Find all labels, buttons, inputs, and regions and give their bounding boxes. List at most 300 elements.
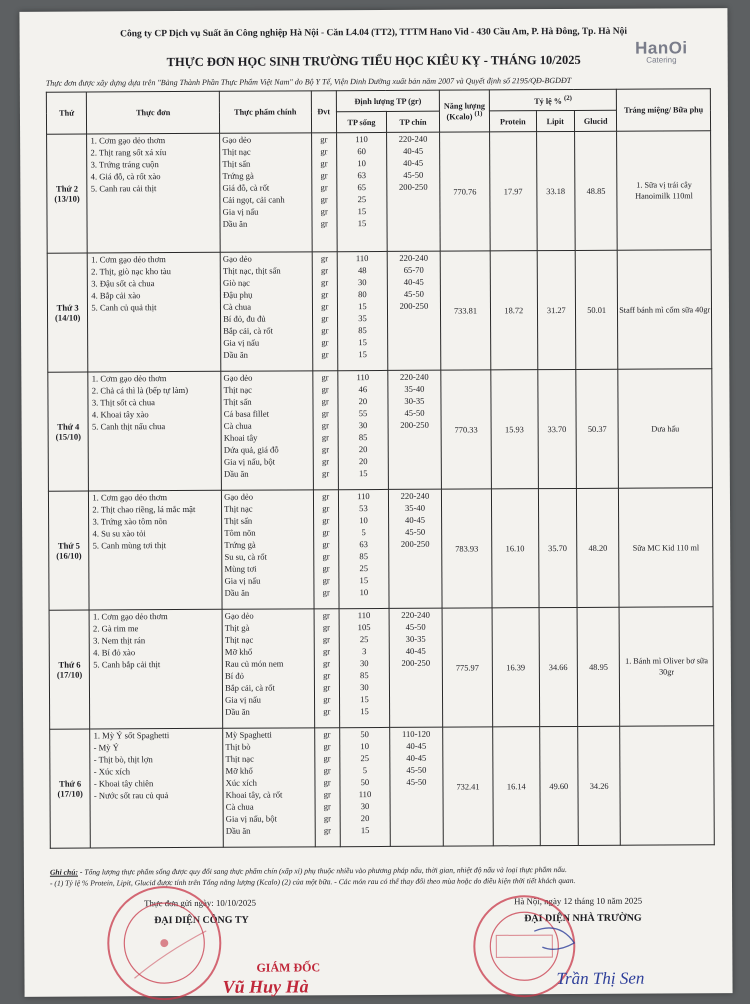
ingredient-cell	[220, 133, 312, 252]
ing-line: Dứa quả, giá đỗ	[223, 444, 279, 455]
ing-line: Dầu ăn	[225, 706, 250, 717]
unit-line: gr	[320, 277, 329, 288]
page-title: THỰC ĐƠN HỌC SINH TRƯỜNG TIỂU HỌC KIÊU KỴ - THÁNG 10/2025	[166, 52, 581, 70]
unit-line: gr	[321, 408, 329, 419]
director-title: GIÁM ĐỐC	[256, 960, 321, 975]
num-line: 40-45	[403, 276, 424, 287]
num-line: 15	[358, 301, 367, 312]
company-header: Công ty CP Dịch vụ Suất ăn Công nghiệp Hà Nội - Căn L4.04 (TT2), TTTM Hano Vid - 430 Cầu Am, P. Hà Đông, Tp. Hà Nội	[120, 26, 627, 40]
num-line: 46	[358, 384, 368, 395]
dish-line: 4. Khoai tây xào	[91, 409, 149, 420]
menu-body	[47, 131, 715, 848]
ing-line: Cải ngọt, cải canh	[222, 194, 285, 205]
glucid-cell: 48.95	[577, 607, 620, 726]
ing-line: Rau củ món nem	[224, 658, 284, 669]
day-date: (16/10)	[56, 550, 82, 561]
tp-song-cell	[340, 727, 391, 846]
ing-line: Khoai tây	[223, 432, 258, 443]
ing-line: Mỡ khổ	[225, 765, 253, 776]
day-label: Thứ 3	[56, 302, 79, 313]
num-line: 50	[360, 729, 369, 740]
num-line: 50	[360, 777, 370, 788]
unit-line: gr	[321, 349, 329, 360]
unit-line: gr	[320, 206, 328, 217]
ing-line: Tôm nõn	[224, 527, 256, 538]
dish-line: 5. Canh mùng tơi thịt	[92, 540, 167, 551]
num-line: 15	[358, 468, 368, 479]
dish-line: 3. Nem thịt rán	[93, 635, 146, 646]
sign-date: Hà Nội, ngày 12 tháng 10 năm 2025	[514, 895, 643, 907]
ing-line: Thịt nạc	[223, 384, 252, 395]
dish-line: 3. Đậu sốt cà chua	[91, 278, 155, 289]
day-cell	[48, 491, 89, 610]
unit-line: gr	[323, 765, 331, 776]
dish-line: - Thịt bò, thịt lợn	[93, 754, 153, 765]
ing-line: Dầu ăn	[222, 218, 248, 229]
unit-cell	[311, 133, 337, 252]
protein-cell: 16.14	[493, 727, 540, 846]
dish-line: 4. Bí đỏ xào	[93, 647, 136, 658]
dish-line: - Xúc xích	[93, 766, 131, 777]
ing-line: Thịt sấn	[224, 515, 253, 526]
header-tp-chin: TP chín	[386, 111, 439, 132]
num-line: 40-45	[406, 752, 427, 763]
unit-cell	[314, 728, 340, 847]
note-label: Ghi chú:	[49, 867, 79, 877]
document-sheet	[19, 8, 732, 997]
num-line: 60	[357, 146, 366, 157]
dish-line: 2. Gà rim me	[92, 623, 139, 634]
unit-line: gr	[321, 432, 330, 443]
day-label: Thứ 6	[59, 778, 82, 789]
logo-name: HanOi	[635, 38, 688, 58]
dish-line: 1. Cơm gạo dẻo thơm	[91, 373, 167, 384]
unit-line: gr	[321, 289, 329, 300]
unit-line: gr	[323, 682, 331, 693]
protein-cell: 15.93	[491, 370, 538, 489]
num-line: 25	[359, 563, 369, 574]
note-text-1: - Tổng lượng thực phẩm sống được quy đổi sang thực phẩm chín (xấp xỉ) phụ thuộc nhiều vào phương pháp nấu, thời gian, nhiệt độ nấu và loại thực phẩm nấu.	[79, 865, 567, 877]
header-protein: Protein	[489, 111, 536, 132]
dessert-cell: Dưa hấu	[618, 369, 712, 488]
unit-line: gr	[323, 777, 331, 788]
header-nang-luong-sup: (1)	[474, 110, 483, 118]
tp-chin-cell	[389, 608, 443, 727]
num-line: 5	[361, 527, 366, 538]
ing-line: Su su, cà rốt	[224, 551, 267, 562]
day-cell	[47, 253, 88, 372]
num-line: 30	[357, 277, 367, 288]
unit-line: gr	[322, 634, 331, 645]
dish-line: 3. Thịt sốt cà chua	[91, 397, 155, 408]
ing-line: Mùng tơi	[224, 563, 257, 574]
tp-chin-cell	[390, 727, 444, 846]
ing-line: Thịt nạc	[225, 753, 254, 764]
ing-line: Thịt sấn	[223, 396, 252, 407]
tp-song-cell	[338, 370, 389, 489]
ing-line: Gia vị nấu	[224, 575, 261, 586]
ing-line: Thịt sấn	[222, 158, 251, 169]
num-line: 53	[359, 503, 368, 514]
ing-line: Trứng gà	[222, 170, 254, 181]
num-line: 30	[360, 682, 369, 693]
dessert-cell: Staff bánh mì cốm sữa 40gr	[618, 250, 712, 369]
ing-line: Bắp cải, cà rốt	[223, 325, 273, 336]
lipit-cell: 49.60	[539, 726, 578, 845]
num-line: 25	[359, 634, 369, 645]
lipit-cell: 31.27	[537, 250, 576, 369]
ing-line: Gia vị nấu	[225, 694, 262, 705]
school-representative: ĐẠI DIỆN NHÀ TRƯỜNG	[524, 912, 642, 925]
day-cell	[48, 372, 89, 491]
num-line: 15	[360, 694, 369, 705]
ing-line: Gia vị nấu, bột	[223, 456, 276, 467]
num-line: 55	[358, 408, 368, 419]
ing-line: Cà chua	[223, 301, 252, 312]
ing-line: Giá đỗ, cà rốt	[222, 182, 270, 193]
num-line: 45-50	[405, 526, 426, 537]
day-date: (14/10)	[55, 312, 81, 323]
unit-line: gr	[321, 372, 329, 383]
num-line: 200-250	[399, 300, 429, 311]
energy-cell: 733.81	[440, 251, 491, 370]
unit-line: gr	[322, 575, 330, 586]
num-line: 40-45	[406, 740, 427, 751]
unit-line: gr	[322, 539, 330, 550]
unit-cell	[312, 371, 338, 490]
dish-cell	[90, 728, 223, 848]
dish-line: 1. Cơm gạo dẻo thơm	[92, 492, 168, 503]
num-line: 40-45	[405, 645, 426, 656]
ing-line: Bắp cải, cà rốt	[225, 682, 275, 693]
num-line: 85	[358, 325, 367, 336]
ing-line: Gạo dẻo	[223, 372, 253, 383]
ing-line: Bí đỏ	[225, 670, 244, 681]
tp-song-cell	[337, 132, 388, 251]
num-line: 40-45	[405, 514, 426, 525]
dish-line: 5. Canh rau cải thịt	[90, 183, 157, 194]
num-line: 200-250	[401, 657, 431, 668]
unit-line: gr	[323, 825, 332, 836]
glucid-cell: 48.85	[574, 131, 617, 250]
unit-line: gr	[323, 706, 331, 717]
num-line: 10	[359, 587, 369, 598]
unit-line: gr	[321, 396, 329, 407]
unit-line: gr	[323, 729, 331, 740]
num-line: 110	[357, 491, 370, 502]
protein-cell: 17.97	[490, 132, 537, 251]
ingredient-cell	[222, 490, 314, 609]
dish-line: 1. Mỳ Ý sốt Spaghetti	[93, 730, 170, 741]
num-line: 20	[358, 444, 368, 455]
ing-line: Dầu ăn	[223, 468, 249, 479]
unit-line: gr	[322, 587, 330, 598]
unit-cell	[314, 609, 340, 728]
ing-line: Xúc xích	[225, 777, 257, 788]
ing-line: Bí đỏ, đu đủ	[223, 313, 266, 324]
menu-table	[46, 88, 715, 848]
num-line: 220-240	[401, 609, 430, 620]
page-subtitle: Thực đơn được xây dựng dựa trên "Bảng Thành Phần Thực Phẩm Việt Nam" do Bộ Y Tế, Viện Dinh Dưỡng xuất bản năm 2007 và Quyết định số 2195/QĐ-BGDĐT	[45, 75, 572, 88]
ing-line: Dầu ăn	[224, 587, 250, 598]
tp-song-cell	[337, 251, 388, 370]
unit-cell	[313, 490, 339, 609]
unit-line: gr	[320, 146, 328, 157]
num-line: 85	[360, 670, 369, 681]
num-line: 110	[355, 253, 369, 264]
num-line: 10	[359, 515, 368, 526]
unit-line: gr	[321, 456, 330, 467]
note-text-2: - (1) Tỷ lệ % Protein, Lipit, Glucid được tính trên Tổng năng lượng (Kcalo) (2) của một bữa. - Các món rau có thể thay đổi theo mùa hoặc do điều kiện thời tiết khách quan.	[49, 875, 576, 888]
day-label: Thứ 2	[55, 183, 79, 194]
num-line: 63	[357, 170, 367, 181]
header-ty-le	[489, 89, 617, 111]
header-glucid: Glucid	[574, 110, 617, 131]
protein-cell: 16.10	[491, 489, 538, 608]
ing-line: Thịt nạc	[222, 146, 251, 157]
unit-line: gr	[322, 551, 330, 562]
lipit-cell: 35.70	[538, 488, 577, 607]
num-line: 40-45	[403, 145, 424, 156]
glucid-cell: 50.01	[575, 250, 618, 369]
ing-line: Dầu ăn	[223, 349, 248, 360]
ing-line: Thịt bò	[225, 741, 251, 752]
header-nang-luong	[439, 90, 489, 132]
unit-line: gr	[323, 741, 331, 752]
ingredient-cell	[223, 728, 315, 847]
unit-line: gr	[320, 253, 329, 264]
header-tp-song: TP sống	[336, 111, 386, 132]
header-ty-le-text: Tỷ lệ %	[534, 96, 562, 106]
menu-row	[48, 488, 713, 610]
num-line: 105	[357, 622, 371, 633]
menu-row	[49, 607, 714, 729]
protein-cell: 18.72	[490, 251, 537, 370]
ing-line: Mỡ khổ	[224, 646, 253, 657]
menu-row	[47, 131, 712, 253]
day-label: Thứ 4	[57, 421, 80, 432]
num-line: 40-45	[403, 157, 424, 168]
company-stamp	[94, 883, 235, 1004]
num-line: 200-250	[398, 181, 428, 192]
num-line: 110	[355, 134, 368, 145]
day-cell	[47, 134, 88, 253]
num-line: 20	[358, 456, 368, 467]
unit-line: gr	[323, 789, 331, 800]
num-line: 45-50	[406, 776, 427, 787]
dish-line: 2. Thịt chao riềng, lá mắc mật	[92, 503, 196, 515]
unit-line: gr	[320, 265, 329, 276]
unit-line: gr	[322, 622, 331, 633]
ing-line: Cà chua	[225, 801, 254, 812]
day-label: Thứ 6	[58, 659, 81, 670]
unit-line: gr	[321, 420, 329, 431]
day-date: (13/10)	[54, 193, 80, 204]
ing-line: Cá basa fillet	[223, 408, 270, 419]
ing-line: Gạo dẻo	[224, 610, 254, 621]
day-cell	[50, 729, 91, 848]
header-thu: Thứ	[46, 92, 87, 134]
ingredient-cell	[222, 609, 314, 728]
ing-line: Dầu ăn	[225, 825, 251, 836]
principal-name: Trần Thị Sen	[556, 968, 645, 989]
tp-chin-cell	[386, 132, 440, 251]
dish-line: 4. Su su xào tỏi	[92, 528, 146, 539]
num-line: 35	[358, 313, 367, 324]
energy-cell: 783.93	[441, 489, 492, 608]
num-line: 85	[358, 432, 368, 443]
num-line: 45-50	[403, 169, 424, 180]
header-nang-luong-text: Năng lượng (Kcalo)	[443, 101, 485, 121]
num-line: 3	[362, 646, 367, 657]
dish-line: 5. Canh củ quả thịt	[91, 302, 157, 313]
num-line: 110-120	[401, 728, 431, 739]
ingredient-cell	[221, 371, 313, 490]
ing-line: Thịt nạc	[224, 503, 253, 514]
unit-line: gr	[321, 301, 329, 312]
num-line: 30	[359, 658, 369, 669]
num-line: 30	[360, 801, 370, 812]
day-date: (17/10)	[56, 669, 83, 680]
glucid-cell: 48.20	[576, 488, 619, 607]
num-line: 25	[360, 753, 370, 764]
ing-line: Mỳ Spaghetti	[225, 729, 272, 740]
energy-cell: 732.41	[443, 727, 494, 846]
header-thuc-don: Thực đơn	[87, 91, 220, 134]
ing-line: Khoai tây, cà rốt	[225, 789, 283, 800]
unit-line: gr	[323, 753, 331, 764]
dish-cell	[89, 490, 222, 610]
dish-line: 2. Chả cá thì là (bếp tự làm)	[91, 384, 189, 396]
tp-chin-cell	[388, 370, 442, 489]
unit-line: gr	[322, 563, 330, 574]
ing-line: Thịt nạc	[224, 634, 254, 645]
dish-line: 3. Trứng tráng cuộn	[90, 159, 159, 170]
header-lipit: Lipit	[536, 110, 574, 131]
ing-line: Thịt gà	[224, 622, 250, 633]
dish-cell	[88, 252, 221, 372]
num-line: 30	[358, 420, 368, 431]
unit-line: gr	[322, 610, 330, 621]
ingredient-cell	[220, 252, 312, 371]
num-line: 15	[358, 349, 367, 360]
num-line: 5	[362, 765, 368, 776]
header-trang-mieng: Tráng miệng/ Bữa phụ	[617, 89, 711, 131]
day-label: Thứ 5	[57, 540, 80, 551]
num-line: 220-240	[398, 133, 428, 144]
num-line: 15	[360, 825, 370, 836]
num-line: 45-50	[404, 407, 425, 418]
day-date: (17/10)	[57, 788, 83, 799]
num-line: 220-240	[399, 252, 429, 263]
ing-line: Gạo dẻo	[224, 491, 254, 502]
num-line: 65	[357, 182, 367, 193]
num-line: 65-70	[403, 264, 424, 275]
num-line: 20	[358, 396, 368, 407]
unit-line: gr	[322, 658, 331, 669]
dish-line: 1. Cơm gạo dẻo thơm	[90, 135, 166, 146]
unit-cell	[312, 252, 338, 371]
dish-line: 4. Bắp cải xào	[91, 290, 141, 301]
dish-line: 3. Trứng xào tôm nõn	[92, 516, 168, 527]
num-line: 200-250	[400, 419, 429, 430]
unit-line: gr	[320, 194, 328, 205]
energy-cell: 775.97	[442, 608, 493, 727]
unit-line: gr	[321, 337, 329, 348]
lipit-cell: 34.66	[539, 607, 578, 726]
ing-line: Đậu phụ	[223, 289, 253, 300]
dish-line: - Mỳ Ý	[93, 742, 119, 753]
header-thuc-pham: Thực phẩm chính	[219, 91, 311, 133]
dessert-cell: 1. Bánh mì Oliver bơ sữa 30gr	[619, 607, 713, 726]
num-line: 220-240	[399, 371, 429, 382]
sent-date: Thực đơn gửi ngày: 10/10/2025	[144, 897, 257, 909]
ing-line: Gạo dẻo	[222, 134, 252, 145]
unit-line: gr	[322, 527, 330, 538]
num-line: 110	[357, 610, 371, 621]
header-dvt: Đvt	[311, 91, 337, 133]
num-line: 35-40	[404, 383, 425, 394]
dish-line: 5. Canh thịt nấu chua	[91, 421, 166, 432]
num-line: 15	[358, 337, 367, 348]
menu-row	[48, 369, 713, 491]
dessert-cell	[620, 726, 714, 845]
energy-cell: 770.76	[440, 132, 491, 251]
ing-line: Gia vị nấu	[223, 337, 260, 348]
dish-cell	[88, 371, 221, 491]
dish-line: 1. Cơm gạo dẻo thơm	[91, 254, 166, 265]
dish-line: - Khoai tây chiên	[93, 778, 154, 789]
num-line: 30-35	[404, 395, 425, 406]
unit-line: gr	[321, 444, 330, 455]
ing-line: Trứng gà	[224, 539, 256, 550]
lipit-cell: 33.70	[537, 369, 576, 488]
menu-row	[50, 726, 715, 848]
ing-line: Giò nạc	[222, 277, 250, 288]
num-line: 110	[356, 372, 370, 383]
dish-line: 1. Cơm gạo dẻo thơm	[92, 611, 168, 622]
company-representative: ĐẠI DIỆN CÔNG TY	[154, 914, 249, 927]
num-line: 20	[360, 813, 370, 824]
unit-line: gr	[320, 182, 328, 193]
num-line: 80	[358, 289, 367, 300]
energy-cell: 770.33	[441, 370, 492, 489]
tp-chin-cell	[387, 251, 441, 370]
dish-cell	[89, 609, 222, 729]
unit-line: gr	[321, 313, 329, 324]
num-line: 45-50	[403, 288, 424, 299]
unit-line: gr	[322, 646, 331, 657]
unit-line: gr	[321, 325, 329, 336]
dessert-cell: Sữa MC Kid 110 ml	[619, 488, 713, 607]
day-cell	[49, 610, 90, 729]
unit-line: gr	[323, 801, 331, 812]
menu-row	[47, 250, 712, 372]
glucid-cell: 34.26	[578, 726, 621, 845]
unit-line: gr	[321, 468, 330, 479]
unit-line: gr	[320, 134, 328, 145]
dish-line: - Nước sốt rau củ quả	[93, 790, 169, 801]
ing-line: Gia vị nấu, bột	[225, 813, 277, 824]
logo-sub: Catering	[646, 55, 677, 65]
num-line: 48	[357, 265, 367, 276]
unit-line: gr	[321, 384, 329, 395]
dish-cell	[87, 133, 220, 253]
unit-line: gr	[320, 170, 328, 181]
tp-chin-cell	[388, 489, 442, 608]
num-line: 220-240	[400, 490, 430, 501]
num-line: 10	[360, 741, 370, 752]
